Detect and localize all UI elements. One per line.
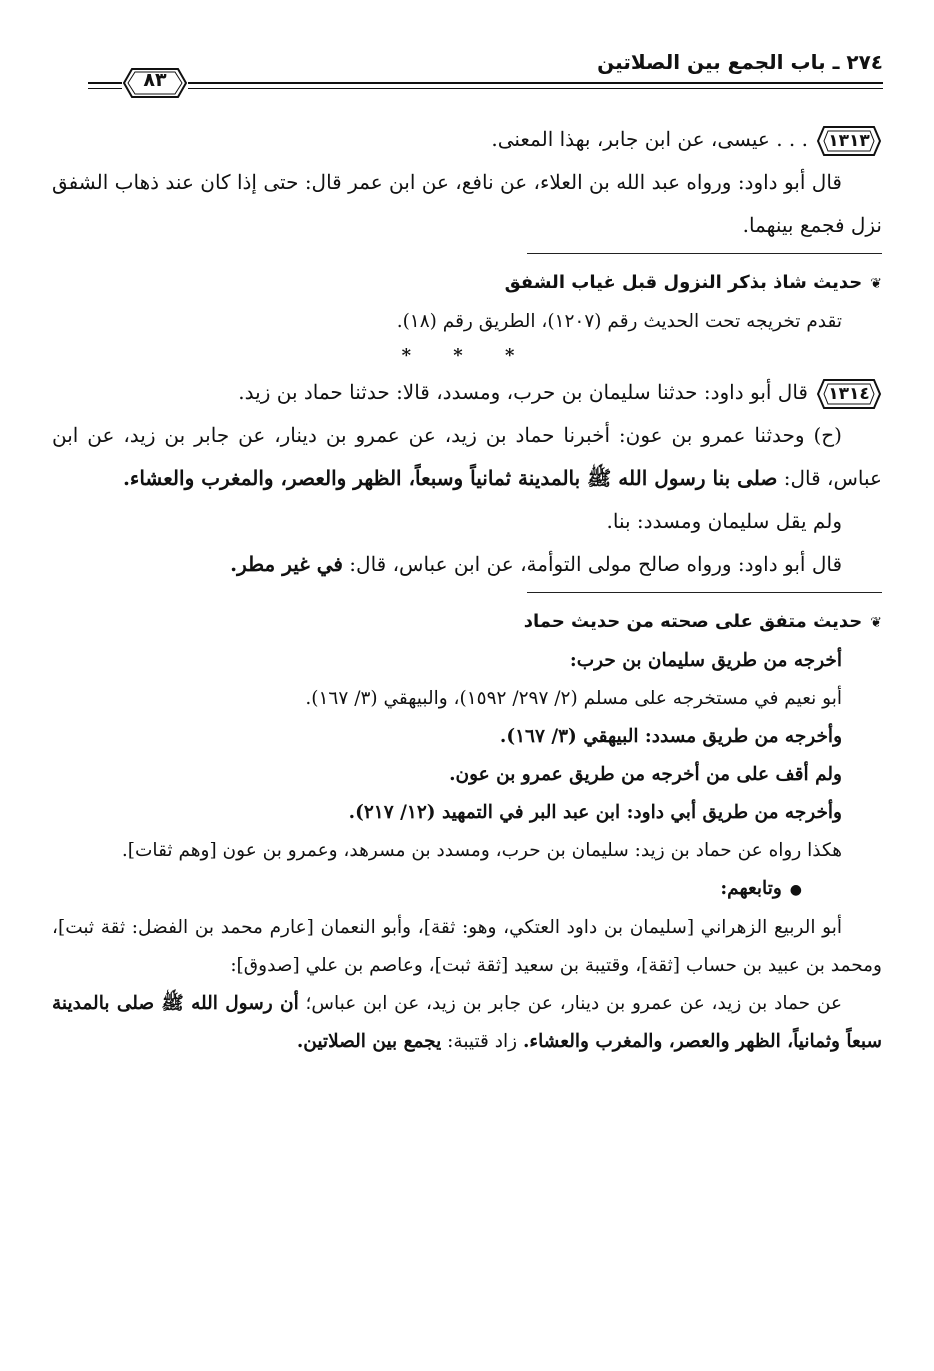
takhrij-line: ولم أقف على من أخرجه من طريق عمرو بن عون. bbox=[449, 764, 842, 785]
hadith-number-badge bbox=[816, 377, 882, 411]
header-rule-left bbox=[88, 82, 122, 89]
section-heading bbox=[52, 603, 882, 642]
page-body bbox=[52, 118, 882, 1061]
hadith-number: ١٣١٣ bbox=[828, 130, 870, 151]
abu-dawud-note: قال أبو داود: ورواه عبد الله بن العلاء، عن نافع، عن ابن عمر قال: حتى إذا كان عند ذهاب الشفق نزل فجمع بينهما. bbox=[52, 170, 882, 237]
matn-text: أن رسول الله ﷺ صلى بالمدينة سبعاً وثمانياً، الظهر والعصر، والمغرب والعشاء. bbox=[52, 993, 882, 1052]
chapter-title: ٢٧٤ ـ باب الجمع بين الصلاتين bbox=[597, 50, 883, 74]
takhrij-line: أخرجه من طريق سليمان بن حرب: bbox=[569, 650, 842, 671]
takhrij-line: أبو الربيع الزهراني [سليمان بن داود العتكي، وهو: ثقة]، وأبو النعمان [عارم محمد بن الفضل: ثقة ثبت]، ومحمد بن عبيد بن حساب [ثقة]، وقتيبة بن سعيد [ثقة ثبت]، وعاصم بن علي [صدوق]: bbox=[52, 917, 882, 976]
section-heading-text: حديث متفق على صحته من حديث حماد bbox=[523, 611, 863, 632]
takhrij-line: أبو نعيم في مستخرجه على مسلم (٢/ ٢٩٧/ ١٥٩٢)، والبيهقي (٣/ ١٦٧). bbox=[305, 688, 842, 709]
followers-label: وتابعهم: bbox=[720, 878, 782, 899]
takhrij-block bbox=[52, 642, 882, 1061]
hadith-1313 bbox=[52, 118, 882, 161]
circle-icon: ● bbox=[789, 882, 802, 898]
followers-heading bbox=[52, 870, 882, 909]
separator-stars: * * * bbox=[401, 345, 533, 366]
chain-text: (ح) وحدثنا عمرو بن عون: أخبرنا حماد بن زيد، عن عمرو بن دينار، عن جابر بن زيد، عن ابن عباس، قال: bbox=[52, 423, 882, 490]
section-heading bbox=[52, 264, 882, 303]
addition-label: زاد قتيبة: bbox=[441, 1031, 523, 1052]
section-rule bbox=[527, 253, 882, 254]
chain-text: عن حماد بن زيد، عن عمرو بن دينار، عن جابر بن زيد، عن ابن عباس؛ bbox=[298, 993, 842, 1014]
addition-text: يجمع بين الصلاتين. bbox=[296, 1031, 442, 1052]
takhrij-line: وأخرجه من طريق مسدد: البيهقي (٣/ ١٦٧). bbox=[499, 726, 842, 747]
page-header bbox=[78, 40, 883, 110]
hadith-number-badge bbox=[816, 124, 882, 158]
hadith-chain bbox=[52, 414, 882, 500]
section-rule bbox=[527, 592, 882, 593]
section-heading-text: حديث شاذ بذكر النزول قبل غياب الشفق bbox=[504, 272, 863, 293]
hadith-number: ١٣١٤ bbox=[828, 383, 870, 404]
note-text: قال أبو داود: ورواه صالح مولى التوأمة، عن ابن عباس، قال: bbox=[342, 552, 842, 576]
hadith-text: قال أبو داود: حدثنا سليمان بن حرب، ومسدد، قالا: حدثنا حماد بن زيد. bbox=[238, 380, 808, 404]
takhrij-line: هكذا رواه عن حماد بن زيد: سليمان بن حرب، ومسدد بن مسرهد، وعمرو بن عون [وهم ثقات]. bbox=[121, 840, 842, 861]
page-number-badge bbox=[122, 67, 188, 99]
hadith-note-2 bbox=[52, 543, 882, 586]
note-bold: في غير مطر. bbox=[230, 552, 343, 576]
takhrij-line: وأخرجه من طريق أبي داود: ابن عبد البر في التمهيد (١٢/ ٢١٧). bbox=[348, 802, 842, 823]
hadith-note: ولم يقل سليمان ومسدد: بنا. bbox=[606, 509, 842, 533]
book-icon: ❦ bbox=[870, 276, 882, 292]
takhrij-line bbox=[52, 985, 882, 1061]
hadith-text: . . . عيسى، عن ابن جابر، بهذا المعنى. bbox=[491, 127, 808, 151]
header-rule bbox=[188, 82, 883, 89]
takhrij-line: تقدم تخريجه تحت الحديث رقم (١٢٠٧)، الطريق رقم (١٨). bbox=[396, 311, 842, 332]
page-number: ٨٣ bbox=[143, 69, 167, 91]
book-icon: ❦ bbox=[870, 615, 882, 631]
hadith-1314 bbox=[52, 371, 882, 414]
matn-text: صلى بنا رسول الله ﷺ بالمدينة ثمانياً وسبعاً، الظهر والعصر، والمغرب والعشاء. bbox=[122, 466, 778, 490]
